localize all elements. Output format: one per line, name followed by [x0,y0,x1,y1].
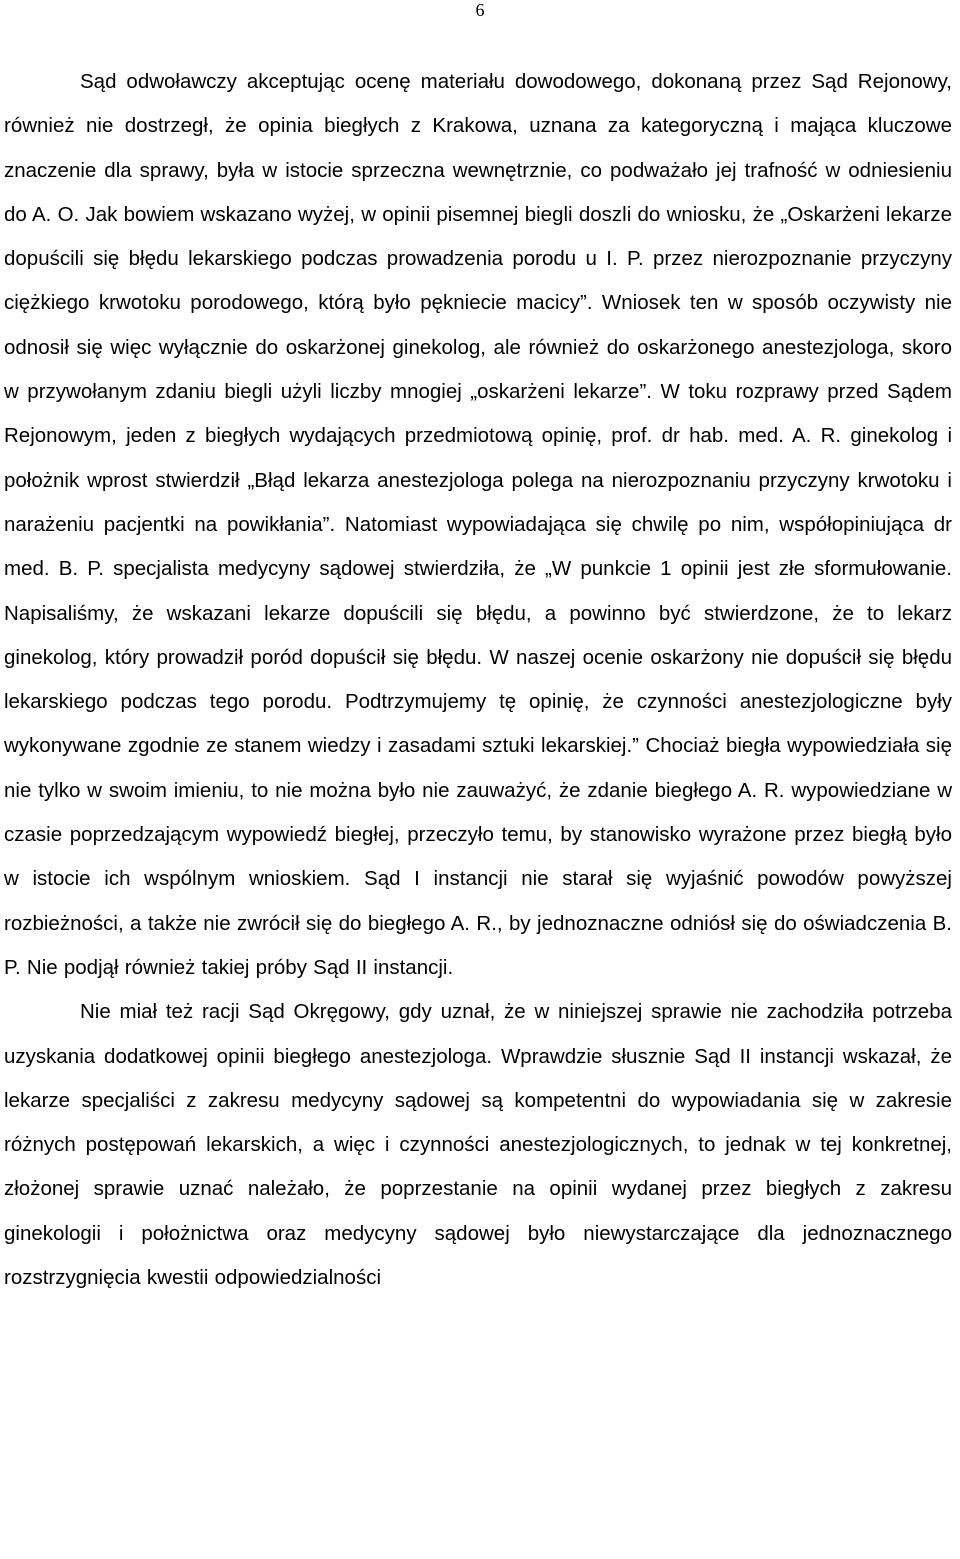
paragraph-2: Nie miał też racji Sąd Okręgowy, gdy uznał, że w niniejszej sprawie nie zachodziła potrzeba uzyskania dodatkowej opinii biegłego anestezjologa. Wprawdzie słusznie Sąd II instancji wskazał, że lekarze specjaliści z zakresu medycyny sądowej są kompetentni do wypowiadania się w zakresie różnych postępowań lekarskich, a więc i czynności anestezjologicznych, to jednak w tej konkretnej, złożonej sprawie uznać należało, że poprzestanie na opinii wydanej przez biegłych z zakresu ginekologii i położnictwa oraz medycyny sądowej było niewystarczające dla jednoznacznego rozstrzygnięcia kwestii odpowiedzialności [4,1000,952,1290]
paragraph-1: Sąd odwoławczy akceptując ocenę materiału dowodowego, dokonaną przez Sąd Rejonowy, również nie dostrzegł, że opinia biegłych z Krakowa, uznana za kategoryczną i mająca kluczowe znaczenie dla sprawy, była w istocie sprzeczna wewnętrznie, co podważało jej trafność w odniesieniu do A. O. Jak bowiem wskazano wyżej, w opinii pisemnej biegli doszli do wniosku, że „Oskarżeni lekarze dopuścili się błędu lekarskiego podczas prowadzenia porodu u I. P. przez nierozpoznanie przyczyny ciężkiego krwotoku porodowego, którą było pękniecie macicy”. Wniosek ten w sposób oczywisty nie odnosił się więc wyłącznie do oskarżonej ginekolog, ale również do oskarżonego anestezjologa, skoro w przywołanym zdaniu biegli użyli liczby mnogiej „oskarżeni lekarze”. W toku rozprawy przed Sądem Rejonowym, jeden z biegłych wydających przedmiotową opinię, prof. dr hab. med. A. R. ginekolog i położnik wprost stwierdził „Błąd lekarza anestezjologa polega na nierozpoznaniu przyczyny krwotoku i narażeniu pacjentki na powikłania”. Natomiast wypowiadająca się chwilę po nim, współopiniująca dr med. B. P. specjalista medycyny sądowej stwierdziła, że „W punkcie 1 opinii jest złe sformułowanie. Napisaliśmy, że wskazani lekarze dopuścili się błędu, a powinno być stwierdzone, że to lekarz ginekolog, który prowadził poród dopuścił się błędu. W naszej ocenie oskarżony nie dopuścił się błędu lekarskiego podczas tego porodu. Podtrzymujemy tę opinię, że czynności anestezjologiczne były wykonywane zgodnie ze stanem wiedzy i zasadami sztuki lekarskiej.” Chociaż biegła wypowiedziała się nie tylko w swoim imieniu, to nie można było nie zauważyć, że zdanie biegłego A. R. wypowiedziane w czasie poprzedzającym wypowiedź biegłej, przeczyło temu, by stanowisko wyrażone przez biegłą było w istocie ich wspólnym wnioskiem. Sąd I instancji nie starał się wyjaśnić powodów powyższej rozbieżności, a także nie zwrócił się do biegłego A. R., by jednoznaczne odniósł się do oświadczenia B. P. Nie podjął również takiej próby Sąd II instancji. [4,70,952,979]
page-number: 6 [475,0,485,20]
document-body [4,60,952,1300]
